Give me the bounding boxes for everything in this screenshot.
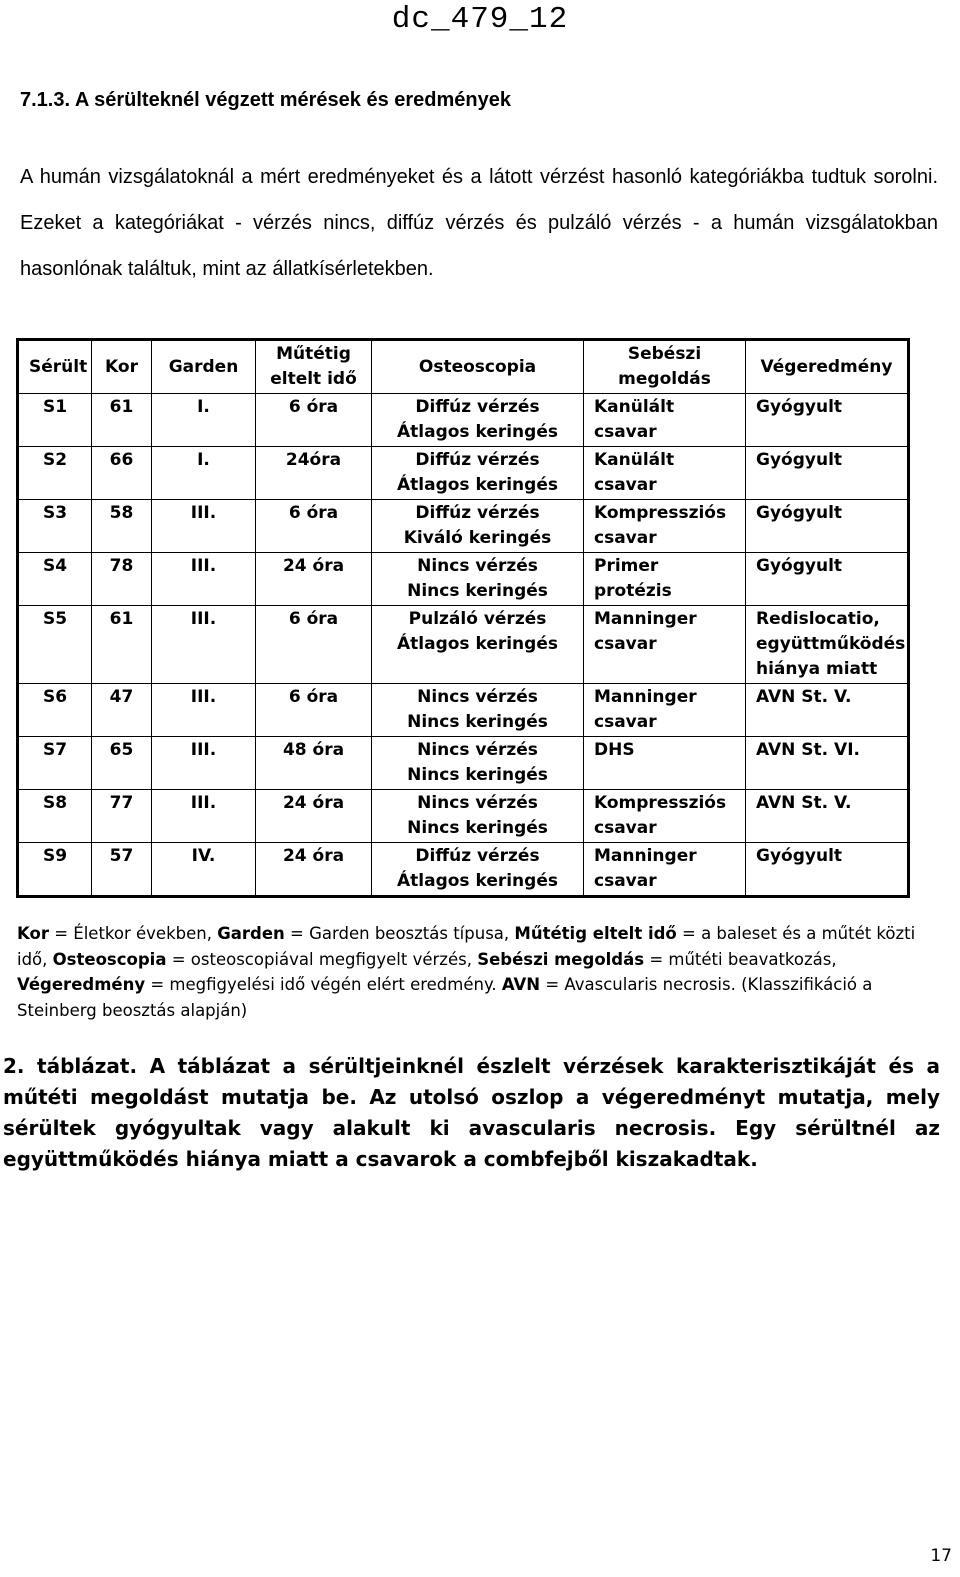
cell-solution: Kompressziós csavar (584, 500, 746, 553)
cell-time: 24 óra (256, 553, 372, 606)
bleeding-text: Nincs vérzés (417, 556, 538, 576)
cell-time: 6 óra (256, 606, 372, 684)
cell-solution: Manninger csavar (584, 843, 746, 897)
section-heading: 7.1.3. A sérülteknél végzett mérések és eredmények (20, 89, 512, 111)
cell-outcome: AVN St. V. (746, 790, 909, 843)
circulation-text: Átlagos keringés (397, 871, 558, 891)
legend-term: Osteoscopia (52, 949, 167, 969)
bleeding-text: Pulzáló vérzés (408, 609, 547, 629)
cell-outcome: AVN St. V. (746, 684, 909, 737)
bleeding-text: Nincs vérzés (417, 793, 538, 813)
circulation-text: Nincs keringés (407, 712, 548, 732)
column-header: Osteoscopia (372, 340, 584, 394)
table-row (18, 843, 909, 897)
legend-definition: = megfigyelési idő végén elért eredmény. (145, 975, 502, 994)
table-legend (17, 921, 937, 1023)
cell-osteoscopia (372, 500, 584, 553)
table-row (18, 684, 909, 737)
cell-patient: S1 (18, 394, 92, 447)
cell-time: 24óra (256, 447, 372, 500)
bleeding-text: Diffúz vérzés (415, 503, 540, 523)
circulation-text: Nincs keringés (407, 765, 548, 785)
cell-time: 6 óra (256, 394, 372, 447)
column-header: Sebészi megoldás (584, 340, 746, 394)
bleeding-text: Nincs vérzés (417, 687, 538, 707)
legend-definition: = Életkor években, (48, 924, 218, 943)
bleeding-text: Diffúz vérzés (415, 846, 540, 866)
bleeding-text: Diffúz vérzés (415, 450, 540, 470)
cell-garden: III. (152, 500, 256, 553)
cell-garden: IV. (152, 843, 256, 897)
cell-osteoscopia (372, 790, 584, 843)
cell-time: 6 óra (256, 500, 372, 553)
cell-age: 66 (92, 447, 152, 500)
cell-garden: III. (152, 553, 256, 606)
table-row (18, 500, 909, 553)
legend-term: Műtétig eltelt idő (514, 924, 677, 943)
legend-definition: = Garden beosztás típusa, (284, 924, 515, 943)
bleeding-text: Nincs vérzés (417, 740, 538, 760)
table-header-row (18, 340, 909, 394)
cell-garden: I. (152, 394, 256, 447)
cell-patient: S5 (18, 606, 92, 684)
cell-outcome: Gyógyult (746, 553, 909, 606)
bleeding-text: Diffúz vérzés (415, 397, 540, 417)
legend-term: Garden (217, 924, 285, 943)
legend-definition: = osteoscopiával megfigyelt vérzés, (166, 949, 478, 969)
cell-outcome: Gyógyult (746, 394, 909, 447)
table-row (18, 737, 909, 790)
column-header: Műtétig eltelt idő (256, 340, 372, 394)
cell-solution: Manninger csavar (584, 684, 746, 737)
cell-age: 61 (92, 394, 152, 447)
cell-patient: S2 (18, 447, 92, 500)
cell-osteoscopia (372, 843, 584, 897)
cell-garden: III. (152, 684, 256, 737)
cell-outcome: AVN St. VI. (746, 737, 909, 790)
table-body (18, 394, 909, 897)
table-row (18, 394, 909, 447)
cell-time: 48 óra (256, 737, 372, 790)
cell-patient: S7 (18, 737, 92, 790)
cell-osteoscopia (372, 737, 584, 790)
cell-age: 77 (92, 790, 152, 843)
cell-outcome: Gyógyult (746, 843, 909, 897)
circulation-text: Átlagos keringés (397, 634, 558, 654)
table-caption: 2. táblázat. A táblázat a sérültjeinknél észlelt vérzések karakterisztikáját és a műtéti megoldást mutatja be. Az utolsó oszlop a végeredményt mutatja, mely sérültek gyógyultak vagy alakult ki avascularis necrosis. Egy sérültnél az együttműködés hiánya miatt a csavarok a combfejből kiszakadtak. (3, 1054, 940, 1171)
table-row (18, 553, 909, 606)
cell-patient: S9 (18, 843, 92, 897)
cell-garden: III. (152, 606, 256, 684)
table-row (18, 447, 909, 500)
circulation-text: Átlagos keringés (397, 422, 558, 442)
cell-osteoscopia (372, 553, 584, 606)
cell-age: 61 (92, 606, 152, 684)
table-row (18, 790, 909, 843)
cell-solution: Manninger csavar (584, 606, 746, 684)
cell-osteoscopia (372, 684, 584, 737)
table-header (18, 340, 909, 394)
intro-paragraph: A humán vizsgálatoknál a mért eredményeket és a látott vérzést hasonló kategóriákba tudtuk sorolni. Ezeket a kategóriákat - vérzés nincs, diffúz vérzés és pulzáló vérzés - a humán vizsgálatokban hasonlónak találtuk, mint az állatkísérletekben. (20, 166, 938, 280)
cell-solution: Primer protézis (584, 553, 746, 606)
cell-time: 6 óra (256, 684, 372, 737)
page-number: 17 (930, 1546, 952, 1566)
cell-osteoscopia (372, 606, 584, 684)
cell-solution: Kanülált csavar (584, 447, 746, 500)
column-header: Sérült (18, 340, 92, 394)
cell-patient: S3 (18, 500, 92, 553)
legend-term: Sebészi megoldás (477, 949, 645, 969)
cell-age: 47 (92, 684, 152, 737)
legend-term: Kor (17, 924, 49, 943)
cell-osteoscopia (372, 394, 584, 447)
column-header: Garden (152, 340, 256, 394)
cell-patient: S6 (18, 684, 92, 737)
circulation-text: Átlagos keringés (397, 475, 558, 495)
circulation-text: Nincs keringés (407, 818, 548, 838)
legend-term: AVN (501, 975, 541, 994)
cell-solution: DHS (584, 737, 746, 790)
legend-term: Végeredmény (17, 975, 146, 994)
cell-garden: I. (152, 447, 256, 500)
legend-definition: = Avascularis necrosis. (Klasszifikáció a Steinberg beosztás alapján) (17, 975, 873, 1020)
cell-age: 65 (92, 737, 152, 790)
cell-patient: S4 (18, 553, 92, 606)
cell-solution: Kompressziós csavar (584, 790, 746, 843)
legend-definition: = a baleset és a műtét közti idő, (17, 924, 916, 969)
table-row (18, 606, 909, 684)
column-header: Végeredmény (746, 340, 909, 394)
cell-outcome: Gyógyult (746, 500, 909, 553)
document-id: dc_479_12 (391, 2, 569, 37)
column-header: Kor (92, 340, 152, 394)
results-table (16, 338, 910, 898)
cell-age: 78 (92, 553, 152, 606)
cell-outcome: Redislocatio, együttműködés hiánya miatt (746, 606, 909, 684)
cell-age: 57 (92, 843, 152, 897)
cell-garden: III. (152, 737, 256, 790)
circulation-text: Nincs keringés (407, 581, 548, 601)
cell-patient: S8 (18, 790, 92, 843)
cell-osteoscopia (372, 447, 584, 500)
cell-time: 24 óra (256, 843, 372, 897)
legend-definition: = műtéti beavatkozás, (644, 949, 837, 969)
cell-age: 58 (92, 500, 152, 553)
results-table-container (16, 338, 907, 898)
circulation-text: Kiváló keringés (403, 528, 552, 548)
cell-garden: III. (152, 790, 256, 843)
cell-solution: Kanülált csavar (584, 394, 746, 447)
cell-time: 24 óra (256, 790, 372, 843)
cell-outcome: Gyógyult (746, 447, 909, 500)
